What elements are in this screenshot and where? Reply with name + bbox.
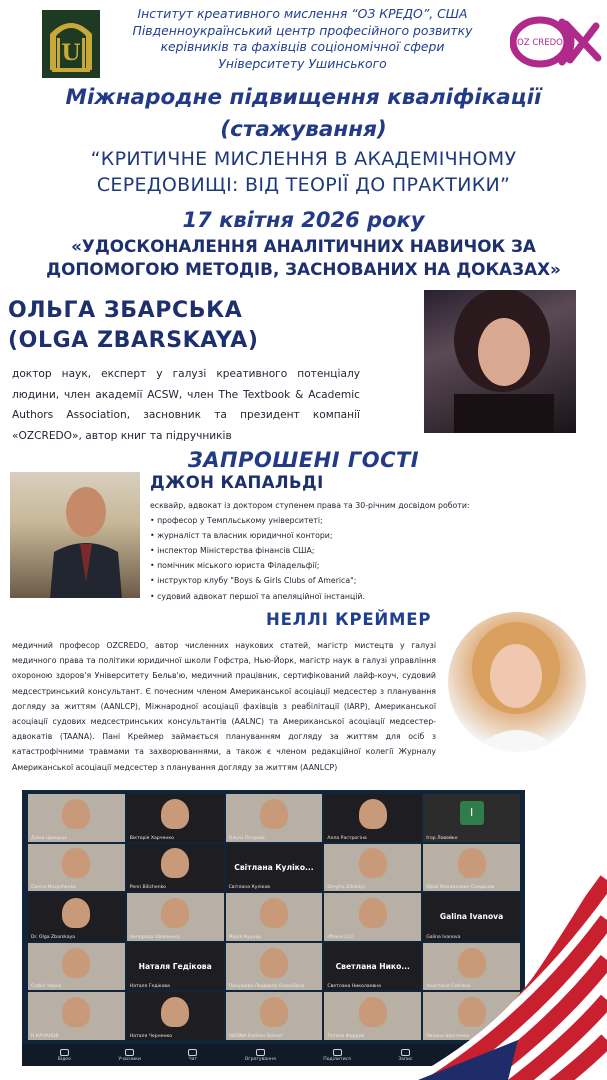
participant-tile[interactable]	[127, 893, 224, 941]
participant-name: Ольга Петрова	[228, 835, 265, 841]
participant-video	[359, 997, 387, 1027]
participant-name: Наталя Черненко	[129, 1033, 173, 1039]
participant-video	[161, 848, 189, 878]
participant-name: Dr. Olga Zbarskaya	[31, 934, 76, 940]
guest-name-john: ДЖОН КАПАЛЬДІ	[150, 473, 324, 492]
speaker-photo	[424, 290, 576, 433]
participant-name: Galina Ivanova	[426, 934, 461, 940]
reactions-icon	[256, 1049, 265, 1056]
participant-name: Мaрiя Кушнір	[228, 934, 262, 940]
participant-name: Тетяна Фурдуй	[327, 1033, 365, 1039]
participant-video	[62, 948, 90, 978]
bio-line: • журналіст та власник юридичної контори;	[150, 531, 333, 541]
participant-name: Н.КАЧАНОВ	[31, 1033, 59, 1039]
toolbar-label: Запис	[398, 1056, 413, 1062]
participant-display-name: Galina Ivanova	[439, 912, 504, 922]
participant-video	[161, 997, 189, 1027]
bio-line: • інструктор клубу "Boys & Girls Clubs of America";	[150, 576, 357, 586]
participant-tile[interactable]	[423, 794, 520, 842]
participant-video	[260, 799, 288, 829]
zoom-toolbar-item[interactable]	[58, 1049, 71, 1062]
event-date: 17 квітня 2026 року	[182, 208, 425, 232]
speaker-name	[8, 296, 259, 356]
participant-name: iPhone (11)	[327, 934, 354, 940]
institute-lines	[110, 6, 495, 72]
participant-display-name: Світлана Куліко...	[234, 862, 314, 872]
participant-tile[interactable]	[28, 943, 125, 991]
guest-photo-nelli	[448, 612, 586, 752]
event-subtopic	[0, 235, 607, 281]
participant-video	[260, 898, 288, 928]
participant-name: Наталя Гедікова	[129, 984, 170, 990]
bio-line: • інспектор Міністерства фінансів США;	[150, 546, 315, 556]
university-logo	[42, 10, 100, 78]
participant-tile[interactable]	[226, 844, 323, 892]
participant-name: Анастасія Сей'яна	[426, 984, 471, 990]
logo-letter: U	[61, 40, 81, 66]
participant-tile[interactable]	[28, 992, 125, 1040]
share-icon	[333, 1049, 342, 1056]
speaker-bio: доктор наук, експерт у галузі креативного потенціалу людини, член академії ACSW, член The Textbook & Academic Authors Association, засновник та президент компанії «OZCREDO», автор книг та підручників	[12, 368, 360, 442]
participant-video	[62, 799, 90, 829]
institute-line: Університету Ушинського	[218, 55, 387, 71]
zoom-toolbar-item[interactable]	[323, 1049, 351, 1062]
participant-tile[interactable]	[127, 844, 224, 892]
event-topic-line: СЕРЕДОВИЩІ: ВІД ТЕОРІЇ ДО ПРАКТИКИ”	[96, 174, 511, 196]
toolbar-label: Учасники	[118, 1056, 141, 1062]
participant-name: Penn Bilichenko	[129, 885, 166, 891]
participant-video	[260, 948, 288, 978]
participant-tile[interactable]	[226, 992, 323, 1040]
participant-video	[359, 898, 387, 928]
participant-tile[interactable]	[226, 893, 323, 941]
bio-line: • судовий адвокат першої та апеляційної інстанцій.	[150, 591, 365, 601]
participant-name: Юрій Михайлович Скиданов	[426, 885, 495, 891]
bio-line: • професор у Темпльському університеті;	[150, 516, 323, 526]
event-topic-line: “КРИТИЧНЕ МИСЛЕННЯ В АКАДЕМІЧНОМУ	[90, 148, 517, 170]
participant-tile[interactable]	[127, 794, 224, 842]
ozcredo-logo	[510, 14, 602, 70]
participant-name: Діана Цимцьос	[31, 835, 68, 841]
toolbar-label: Чат	[188, 1056, 198, 1062]
participant-tile[interactable]	[127, 943, 224, 991]
participant-name: Вікторія Харченко	[129, 835, 174, 841]
participant-name: Алла Растрогіна	[327, 835, 367, 841]
participant-tile[interactable]	[28, 893, 125, 941]
participant-name: Світлана Куліков	[228, 885, 270, 891]
participant-video	[359, 848, 387, 878]
participant-name: Светлана Николаевна	[327, 984, 381, 990]
participant-name: Ігор Ловейко	[426, 835, 458, 841]
event-title-line: Міжнародне підвищення кваліфікації	[65, 85, 542, 110]
participant-tile[interactable]	[226, 794, 323, 842]
institute-line: Південноукраїнський центр професійного розвитку	[132, 22, 473, 38]
participant-name: Ganna Muzychenko	[31, 885, 76, 891]
chat-icon	[188, 1049, 197, 1056]
participant-name: Панушева Людмила Олексіївна	[228, 984, 305, 990]
zoom-toolbar-item[interactable]	[118, 1049, 141, 1062]
participant-video	[161, 799, 189, 829]
toolbar-label: Відео	[57, 1056, 71, 1062]
event-subtopic-line: ДОПОМОГОЮ МЕТОДІВ, ЗАСНОВАНИХ НА ДОКАЗАХ»	[46, 259, 561, 279]
event-topic	[0, 146, 607, 198]
toolbar-label: Поділитися	[323, 1056, 351, 1062]
participant-video	[62, 997, 90, 1027]
participant-tile[interactable]	[28, 844, 125, 892]
participant-name: Dmytro Zdolskyi	[327, 885, 366, 891]
participant-display-name: Светлана Нико...	[335, 961, 410, 971]
guests-title: ЗАПРОШЕНІ ГОСТІ	[187, 448, 420, 472]
participant-display-name: Наталя Гедікова	[138, 961, 212, 971]
participant-video	[62, 898, 90, 928]
event-title-line: (стажування)	[220, 117, 387, 142]
participant-tile[interactable]	[28, 794, 125, 842]
participant-tile[interactable]	[127, 992, 224, 1040]
bio-line: есквайр, адвокат із доктором ступенем права та 30-річним досвідом роботи:	[150, 501, 470, 510]
participant-video	[260, 997, 288, 1027]
participant-video	[62, 848, 90, 878]
participant-name: Софія Чорна	[31, 984, 62, 990]
participant-tile[interactable]	[324, 794, 421, 842]
event-subtopic-line: «УДОСКОНАЛЕННЯ АНАЛІТИЧНИХ НАВИЧОК ЗА	[71, 236, 536, 256]
participant-tile[interactable]	[226, 943, 323, 991]
participants-icon	[125, 1049, 134, 1056]
guest-name-nelli: НЕЛЛІ КРЕЙМЕР	[266, 610, 432, 629]
institute-line: керівників та фахівців соціономічної сфери	[160, 39, 445, 55]
logo-text: OZ CREDO	[517, 38, 563, 48]
bio-line: • помічник міського юриста Філадельфії;	[150, 561, 320, 571]
zoom-toolbar-item[interactable]	[188, 1049, 197, 1062]
participant-name: Оксана Шостенко	[426, 1033, 470, 1039]
participant-name: UKIDNA Fashion School	[228, 1033, 282, 1039]
guest-bio-john	[150, 498, 550, 604]
zoom-toolbar-item[interactable]	[245, 1049, 276, 1062]
institute-line: Інститут креативного мислення “ОЗ КРЕДО”, США	[137, 6, 468, 21]
speaker-name-line: (OLGA ZBARSKAYA)	[8, 328, 259, 353]
participant-video	[161, 898, 189, 928]
participant-name: Непорада Шевченко	[129, 934, 180, 940]
participant-video	[359, 799, 387, 829]
us-flag-decoration	[388, 860, 607, 1080]
event-title	[0, 82, 607, 146]
guest-photo-john	[10, 472, 140, 598]
guest-bio-nelli: медичний професор OZCREDO, автор численних наукових статей, магістр мистецтв у галузі медичного права та політики юридичної школи Гофстра, Нью-Йорк, магістр наук в галузі управління охороною здоров'я Університету Бельв'ю, медичний працівник, сертифікований лайф-коуч, судовий медсестринський консультант. Є почесним членом Американської асоціації медсестер з планування догляду за життям (AANLCP), Міжнародної асоціації фахівців з реабілітації (IARP), Американської асоціації судових медсестринських консультантів (AALNC) та Американської асоціації медсестер-адвокатів (TAANA). Пані Креймер займається плануванням догляду за життям для осіб з катастрофічними травмами та захворюваннями, а також є членом редакційної колегії Журналу Американської асоціації медсестер з планування догляду за життям (AANLCP)	[12, 641, 436, 772]
video-icon	[60, 1049, 69, 1056]
speaker-name-line: ОЛЬГА ЗБАРСЬКА	[8, 298, 243, 323]
toolbar-label: Огрегування	[244, 1056, 276, 1062]
participant-initial: I	[460, 801, 484, 825]
